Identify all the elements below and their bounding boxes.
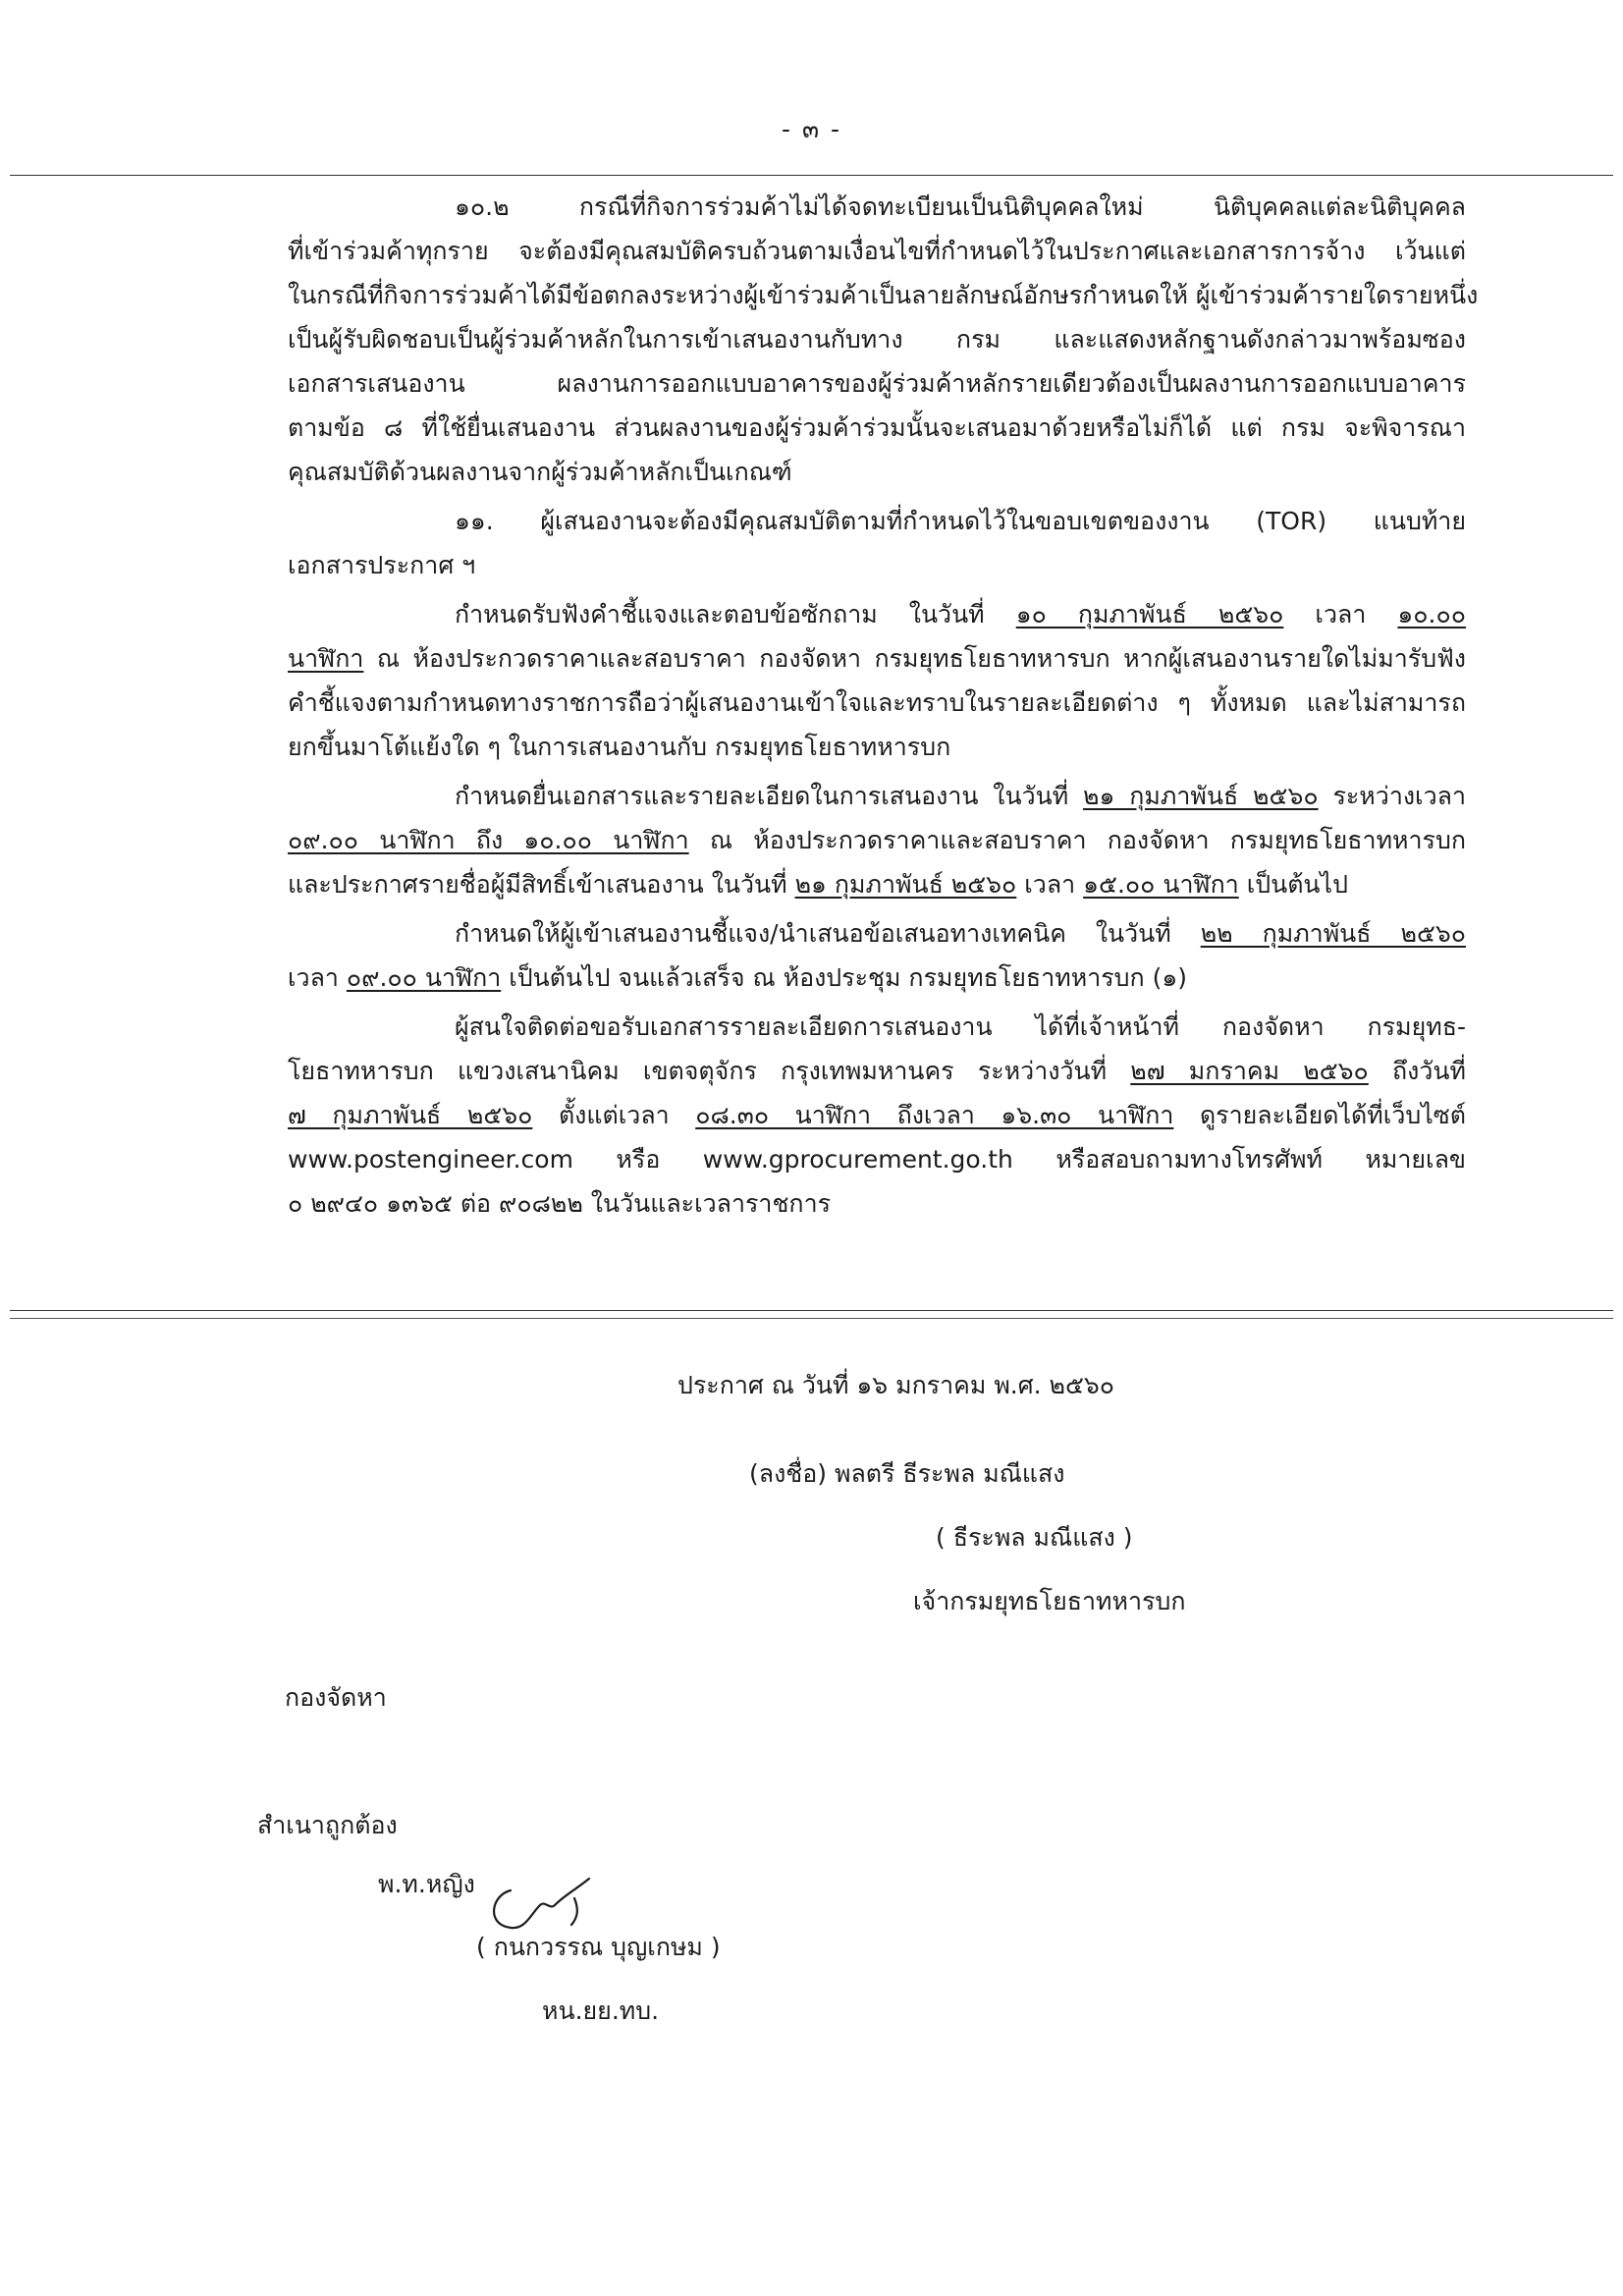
contact-hours: ๐๘.๓๐ นาฬิกา ถึงเวลา ๑๖.๓๐ นาฬิกา [695,1101,1174,1129]
submit-time: ๐๙.๐๐ นาฬิกา ถึง ๑๐.๐๐ นาฬิกา [288,826,689,854]
para-10-2-line-2: ที่เข้าร่วมค้าทุกราย จะต้องมีคุณสมบัติครบถ้วนตามเงื่อนไขที่กำหนดไว้ในประกาศและเอกสารการจ้าง เว้นแต่ [288,237,1466,265]
contact-line-1: ผู้สนใจติดต่อขอรับเอกสารรายละเอียดการเสนองาน ได้ที่เจ้าหน้าที่ กองจัดหา กรมยุทธ- [455,1012,1466,1041]
clarify-line-1: กำหนดรับฟังคำชี้แจงและตอบข้อซักถาม ในวันที่ ๑๐ กุมภาพันธ์ ๒๕๖๐ เวลา ๑๐.๐๐ [455,600,1466,629]
signed-line: (ลงชื่อ) พลตรี ธีระพล มณีแสง [749,1459,1065,1488]
division-label: กองจัดหา [285,1683,387,1712]
page-number: - ๓ - [781,115,842,143]
section-divider-top [10,1310,1613,1311]
para-11-line-1: ๑๑. ผู้เสนองานจะต้องมีคุณสมบัติตามที่กำหนดไว้ในขอบเขตของงาน (TOR) แนบท้าย [455,507,1466,535]
clarify-line-4: ยกขึ้นมาโต้แย้งใด ๆ ในการเสนองานกับ กรมยุทธโยธาทหารบก [288,733,951,761]
signatory-position: เจ้ากรมยุทธโยธาทหารบก [913,1587,1186,1615]
clarify-line-3: คำชี้แจงตามกำหนดทางราชการถือว่าผู้เสนองานเข้าใจและทราบในรายละเอียดต่าง ๆ ทั้งหมด และไม่สามารถ [288,688,1466,717]
clarify-time: ๑๐.๐๐ [1397,600,1466,629]
contact-line-3: ๗ กุมภาพันธ์ ๒๕๖๐ ตั้งแต่เวลา ๐๘.๓๐ นาฬิกา ถึงเวลา ๑๖.๓๐ นาฬิกา ดูรายละเอียดได้ที่เว็บไซต์ [288,1101,1466,1129]
present-time: ๐๙.๐๐ นาฬิกา [346,963,502,992]
para-10-2-line-1: ๑๐.๒ กรณีที่กิจการร่วมค้าไม่ได้จดทะเบียนเป็นนิติบุคคลใหม่ นิติบุคคลแต่ละนิติบุคคล [455,192,1466,221]
certifier-position: หน.ยย.ทบ. [542,1996,660,2025]
contact-line-4: www.postengineer.com หรือ www.gprocurement.go.th หรือสอบถามทางโทรศัพท์ หมายเลข [288,1145,1466,1174]
para-10-2-line-7: คุณสมบัติด้วนผลงานจากผู้ร่วมค้าหลักเป็นเกณฑ์ [288,458,792,486]
announce-time: ๑๕.๐๐ นาฬิกา [1083,870,1239,899]
header-divider [10,175,1613,176]
submit-line-1: กำหนดยื่นเอกสารและรายละเอียดในการเสนองาน ในวันที่ ๒๑ กุมภาพันธ์ ๒๕๖๐ ระหว่างเวลา [455,782,1466,810]
contact-line-5: ๐ ๒๙๔๐ ๑๓๖๕ ต่อ ๙๐๘๒๒ ในวันและเวลาราชการ [288,1189,832,1218]
contact-start-date: ๒๗ มกราคม ๒๕๖๐ [1130,1057,1369,1085]
announce-date: ๒๑ กุมภาพันธ์ ๒๕๖๐ [794,870,1017,899]
submit-date: ๒๑ กุมภาพันธ์ ๒๕๖๐ [1083,782,1319,810]
para-10-2-line-6: ตามข้อ ๘ ที่ใช้ยื่นเสนองาน ส่วนผลงานของผู้ร่วมค้าร่วมนั้นจะเสนอมาด้วยหรือไม่ก็ได้ แต่ กรม จะพิจารณา [288,413,1466,442]
present-line-1: กำหนดให้ผู้เข้าเสนองานชี้แจง/นำเสนอข้อเสนอทางเทคนิค ในวันที่ ๒๒ กุมภาพันธ์ ๒๕๖๐ [455,919,1466,948]
present-line-2: เวลา ๐๙.๐๐ นาฬิกา เป็นต้นไป จนแล้วเสร็จ ณ ห้องประชุม กรมยุทธโยธาทหารบก (๑) [288,963,1187,992]
certified-copy-label: สำเนาถูกต้อง [257,1811,398,1839]
certifier-name: ( กนกวรรณ บุญเกษม ) [476,1933,721,1961]
contact-line-2: โยธาทหารบก แขวงเสนานิคม เขตจตุจักร กรุงเทพมหานคร ระหว่างวันที่ ๒๗ มกราคม ๒๕๖๐ ถึงวันที่ [288,1057,1466,1085]
announcement-date: ประกาศ ณ วันที่ ๑๖ มกราคม พ.ศ. ๒๕๖๐ [677,1371,1115,1399]
para-10-2-line-4: เป็นผู้รับผิดชอบเป็นผู้ร่วมค้าหลักในการเข้าเสนองานกับทาง กรม และแสดงหลักฐานดังกล่าวมาพร้อมซอง [288,325,1466,354]
para-10-2-line-3: ในกรณีที่กิจการร่วมค้าได้มีข้อตกลงระหว่างผู้เข้าร่วมค้าเป็นลายลักษณ์อักษรกำหนดให้ ผู้เข้าร่วมค้ารายใดรายหนึ่ง [288,281,1479,309]
contact-end-date: ๗ กุมภาพันธ์ ๒๕๖๐ [288,1101,533,1129]
section-divider-bottom [10,1318,1613,1319]
present-date: ๒๒ กุมภาพันธ์ ๒๕๖๐ [1200,919,1466,948]
submit-line-3: และประกาศรายชื่อผู้มีสิทธิ์เข้าเสนองาน ในวันที่ ๒๑ กุมภาพันธ์ ๒๕๖๐ เวลา ๑๕.๐๐ นาฬิกา เป็นต้นไป [288,870,1348,899]
clarify-line-2: นาฬิกา ณ ห้องประกวดราคาและสอบราคา กองจัดหา กรมยุทธโยธาทหารบก หากผู้เสนองานรายใดไม่มารับฟัง [288,644,1466,673]
para-10-2-line-5: เอกสารเสนองาน ผลงานการออกแบบอาคารของผู้ร่วมค้าหลักรายเดียวต้องเป็นผลงานการออกแบบอาคาร [288,369,1466,398]
clarify-date: ๑๐ กุมภาพันธ์ ๒๕๖๐ [1015,600,1284,629]
signatory-name: ( ธีระพล มณีแสง ) [936,1523,1133,1552]
submit-line-2: ๐๙.๐๐ นาฬิกา ถึง ๑๐.๐๐ นาฬิกา ณ ห้องประกวดราคาและสอบราคา กองจัดหา กรมยุทธโยธาทหารบก [288,826,1466,854]
certifier-rank: พ.ท.หญิง [378,1870,475,1898]
handwritten-signature [481,1871,628,1940]
para-11-line-2: เอกสารประกาศ ฯ [288,551,476,579]
